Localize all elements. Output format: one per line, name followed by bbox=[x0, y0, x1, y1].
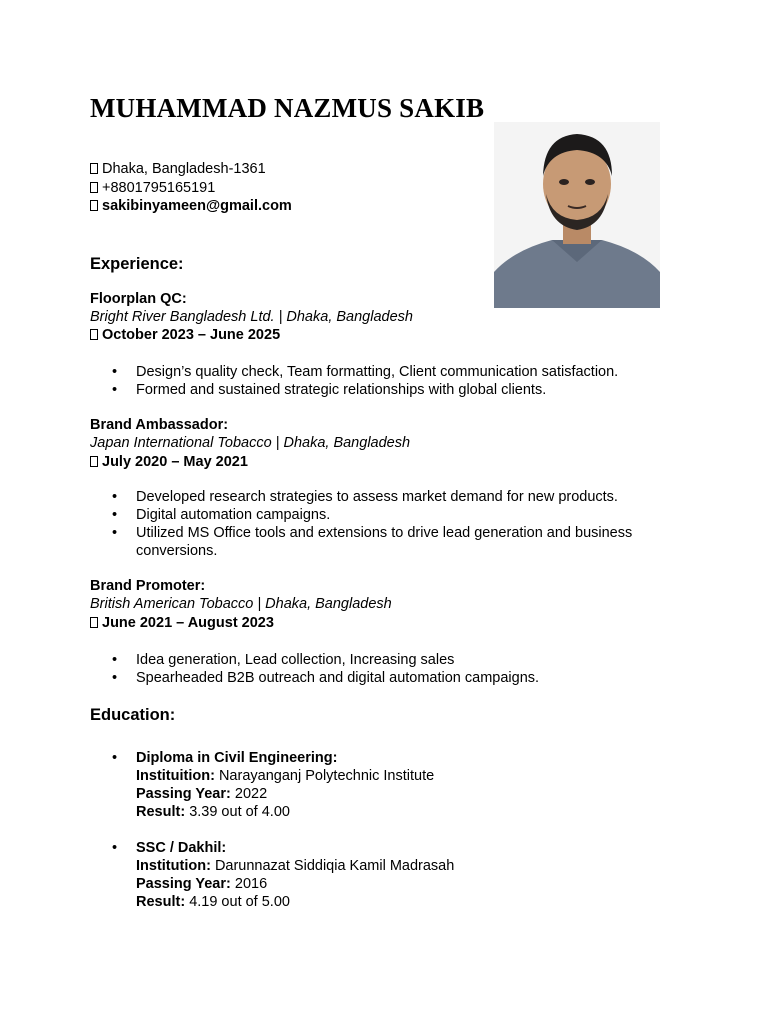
profile-photo bbox=[494, 122, 660, 308]
contact-phone bbox=[90, 180, 215, 196]
job-bullets bbox=[112, 363, 672, 399]
institution-line bbox=[136, 767, 672, 785]
year-value: 2016 bbox=[234, 876, 268, 892]
job-dates bbox=[90, 454, 248, 470]
year-label: Passing Year: bbox=[136, 786, 231, 802]
contact-email bbox=[90, 198, 292, 214]
list-item bbox=[112, 839, 672, 911]
calendar-icon bbox=[90, 329, 98, 340]
list-item: • Utilized MS Office tools and extensions to drive lead generation and business conversions. bbox=[112, 524, 672, 560]
list-item: • Formed and sustained strategic relationships with global clients. bbox=[112, 381, 672, 399]
institution-label: Institution: bbox=[136, 858, 211, 874]
degree-name: • SSC / Dakhil: bbox=[136, 840, 227, 856]
year-label: Passing Year: bbox=[136, 876, 231, 892]
list-item: • Developed research strategies to assess market demand for new products. bbox=[112, 488, 672, 506]
result-value: 3.39 out of 4.00 bbox=[189, 804, 290, 820]
job-title: Brand Promoter: bbox=[90, 578, 206, 594]
institution-value: Narayanganj Polytechnic Institute bbox=[218, 768, 435, 784]
result-value: 4.19 out of 5.00 bbox=[189, 894, 290, 910]
list-item: • Digital automation campaigns. bbox=[112, 506, 672, 524]
calendar-icon bbox=[90, 617, 98, 628]
email-icon bbox=[90, 200, 98, 211]
location-icon bbox=[90, 163, 98, 174]
year-value: 2022 bbox=[234, 786, 268, 802]
institution-label: Instituition: bbox=[136, 768, 215, 784]
result-line bbox=[136, 803, 672, 821]
job-title: Brand Ambassador: bbox=[90, 417, 229, 433]
list-item: • Design’s quality check, Team formatting, Client communication satisfaction. bbox=[112, 363, 672, 381]
contact-phone-text: +8801795165191 bbox=[102, 180, 216, 196]
year-line bbox=[136, 875, 672, 893]
job-bullets bbox=[112, 651, 672, 687]
calendar-icon bbox=[90, 456, 98, 467]
result-label: Result: bbox=[136, 804, 186, 820]
year-line bbox=[136, 785, 672, 803]
contact-address bbox=[90, 161, 266, 177]
job-dates bbox=[90, 615, 274, 631]
experience-heading: Experience: bbox=[90, 255, 184, 273]
job-dates-text: July 2020 – May 2021 bbox=[102, 454, 248, 470]
list-item: • Idea generation, Lead collection, Increasing sales bbox=[112, 651, 672, 669]
job-company: British American Tobacco | Dhaka, Bangladesh bbox=[90, 596, 392, 612]
job-company: Japan International Tobacco | Dhaka, Bangladesh bbox=[90, 435, 411, 451]
contact-address-text: Dhaka, Bangladesh-1361 bbox=[102, 161, 266, 177]
phone-icon bbox=[90, 182, 98, 193]
list-item bbox=[112, 749, 672, 821]
institution-line bbox=[136, 857, 672, 875]
education-heading: Education: bbox=[90, 706, 176, 724]
institution-value: Darunnazat Siddiqia Kamil Madrasah bbox=[214, 858, 455, 874]
job-company: Bright River Bangladesh Ltd. | Dhaka, Bangladesh bbox=[90, 309, 413, 325]
job-dates-text: October 2023 – June 2025 bbox=[102, 327, 281, 343]
education-entry bbox=[112, 749, 672, 821]
degree-name: • Diploma in Civil Engineering: bbox=[136, 750, 338, 766]
result-label: Result: bbox=[136, 894, 186, 910]
list-item: • Spearheaded B2B outreach and digital automation campaigns. bbox=[112, 669, 672, 687]
resume-name: MUHAMMAD NAZMUS SAKIB bbox=[90, 93, 485, 123]
result-line bbox=[136, 893, 672, 911]
contact-email-text: sakibinyameen@gmail.com bbox=[102, 198, 292, 214]
education-entry bbox=[112, 839, 672, 911]
job-bullets bbox=[112, 488, 672, 560]
job-dates-text: June 2021 – August 2023 bbox=[102, 615, 274, 631]
job-title: Floorplan QC: bbox=[90, 291, 187, 307]
job-dates bbox=[90, 327, 280, 343]
